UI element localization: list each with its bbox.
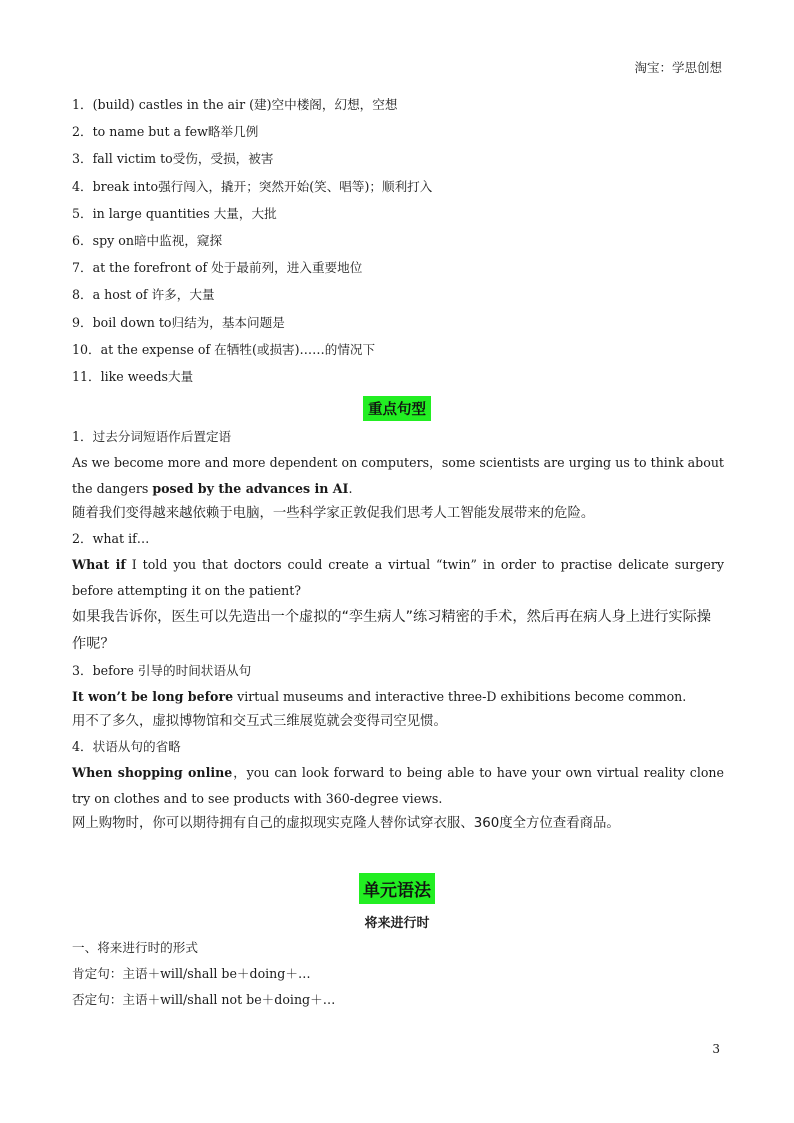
example-chinese: 随着我们变得越来越依赖于电脑，一些科学家正敦促我们思考人工智能发展带来的危险。 xyxy=(72,506,595,521)
negative-form: 否定句：主语＋will/shall not be＋doing＋… xyxy=(72,992,336,1007)
page-number: 3 xyxy=(712,1042,720,1056)
sentence-heading: 1．过去分词短语作后置定语 xyxy=(72,429,232,444)
list-item: 4．break into强行闯入，撬开；突然开始(笑、唱等)；顺利打入 xyxy=(72,178,433,194)
sentence-heading: 2．what if… xyxy=(72,531,150,546)
list-item: 7．at the forefront of 处于最前列，进入重要地位 xyxy=(72,260,363,276)
list-item: 8．a host of 许多，大量 xyxy=(72,287,215,303)
list-item: 3．fall victim to受伤，受损，被害 xyxy=(72,151,274,167)
grammar-heading: 一、将来进行时的形式 xyxy=(72,940,198,955)
example-english: When shopping online，you can look forward to being able to have your own virtual reality clone try on clothes and to see products with 360-degree views. xyxy=(72,765,724,806)
section-badge: 重点句型 xyxy=(363,396,431,421)
list-item: 9．boil down to归结为，基本问题是 xyxy=(72,314,285,330)
affirmative-form: 肯定句：主语＋will/shall be＋doing＋… xyxy=(72,966,311,981)
list-item: 2．to name but a few略举几例 xyxy=(72,124,259,140)
section-title-key-sentences xyxy=(0,396,794,421)
example-english: As we become more and more dependent on computers，some scientists are urging us to think about the dangers posed by the advances in AI. xyxy=(72,455,724,496)
list-item: 10．at the expense of 在牺牲(或损害)……的情况下 xyxy=(72,341,376,357)
example-chinese: 网上购物时，你可以期待拥有自己的虚拟现实克隆人替你试穿衣服、360度全方位查看商品。 xyxy=(72,816,620,831)
list-item: 6．spy on暗中监视，窥探 xyxy=(72,232,223,248)
list-item: 1．(build) castles in the air (建)空中楼阁，幻想，空想 xyxy=(72,97,398,112)
sentence-heading: 3．before 引导的时间状语从句 xyxy=(72,663,252,678)
example-chinese: 如果我告诉你，医生可以先造出一个虚拟的“孪生病人”练习精密的手术，然后再在病人身上进行实际操作呢？ xyxy=(72,609,711,652)
list-item: 11．like weeds大量 xyxy=(72,368,194,384)
phrase-list xyxy=(72,94,732,393)
header-shop-name: 淘宝：学思创想 xyxy=(634,60,722,75)
grammar-block xyxy=(72,935,724,1013)
example-english: What if I told you that doctors could create a virtual “twin” in order to practise delicate surgery before attempting it on the patient? xyxy=(72,557,724,598)
example-english: It won’t be long before virtual museums and interactive three-D exhibitions become common. xyxy=(72,689,687,704)
example-chinese: 用不了多久，虚拟博物馆和交互式三维展览就会变得司空见惯。 xyxy=(72,714,447,729)
sentence-heading: 4．状语从句的省略 xyxy=(72,739,181,754)
list-item: 5．in large quantities 大量，大批 xyxy=(72,205,277,221)
key-sentences-block xyxy=(72,424,724,836)
grammar-subtitle: 将来进行时 xyxy=(364,916,430,931)
section-title-grammar xyxy=(0,873,794,904)
section-badge: 单元语法 xyxy=(359,873,435,904)
